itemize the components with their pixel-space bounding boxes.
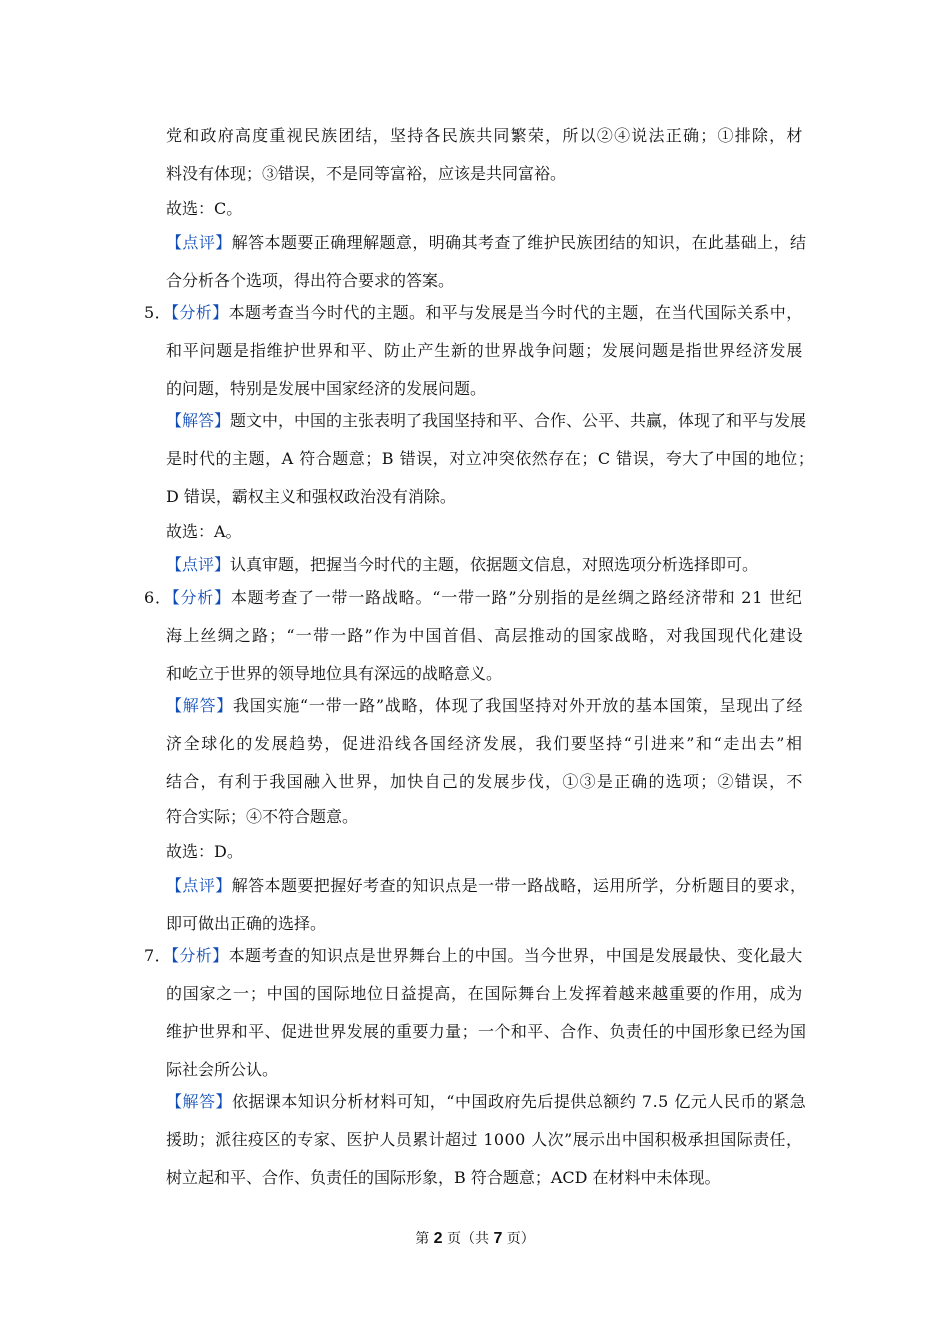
line-text: 料没有体现；③错误，不是同等富裕，应该是共同富裕。 [166,164,567,183]
section-tag: 【分析】 [171,588,231,607]
line-text: 本题考查当今时代的主题。和平与发展是当今时代的主题，在当代国际关系中， [228,303,803,322]
line-text: 我国实施“一带一路”战略，体现了我国坚持对外开放的基本国策，呈现出了经 [232,696,804,715]
text-line [166,771,806,793]
text-line [166,448,814,470]
section-tag: 【点评】 [166,876,232,895]
line-text: 合分析各个选项，得出符合要求的答案。 [166,271,455,290]
text-line [166,1091,806,1113]
text-line [166,198,930,220]
line-text: 本题考查的知识点是世界舞台上的中国。当今世界，中国是发展最快、变化最大 [228,946,803,965]
text-line [166,521,930,543]
line-text: 维护世界和平、促进世界发展的重要力量；一个和平、合作、负责任的中国形象已经为国 [166,1022,807,1041]
line-text: 7． [144,946,171,965]
section-tag: 【点评】 [166,555,231,574]
line-text: 树立起和平、合作、负责任的国际形象，B 符合题意；ACD 在材料中未体现。 [166,1168,721,1187]
text-line [166,695,806,717]
text-line [166,270,930,292]
text-line [144,302,806,324]
line-text: 故选：D。 [166,842,243,861]
total-page-count: 7 [493,1230,503,1247]
section-tag: 【分析】 [170,946,229,965]
text-line [166,410,806,432]
text-line [166,913,930,935]
text-line [166,232,806,254]
line-text: 和屹立于世界的领导地位具有深远的战略意义。 [166,664,503,683]
text-line [166,875,806,897]
line-text: 解答本题要把握好考查的知识点是一带一路战略，运用所学，分析题目的要求， [231,876,807,895]
footer-middle: 页（共 [442,1231,494,1247]
text-line [166,625,806,647]
text-line [166,125,806,147]
text-line [166,1021,806,1043]
line-text: 际社会所公认。 [166,1060,279,1079]
line-text: 题文中，中国的主张表明了我国坚持和平、合作、公平、共赢，体现了和平与发展 [230,411,807,430]
line-text: 是时代的主题，A 符合题意；B 错误，对立冲突依然存在；C 错误，夸大了中国的地位； [166,449,815,468]
line-text: 即可做出正确的选择。 [166,914,327,933]
line-text: 的问题，特别是发展中国家经济的发展问题。 [166,379,487,398]
text-line [166,163,930,185]
section-tag: 【分析】 [170,303,229,322]
line-text: 符合实际；④不符合题意。 [166,807,359,826]
section-tag: 【解答】 [166,1092,232,1111]
line-text: 依据课本知识分析材料可知，“中国政府先后提供总额约 7.5 亿元人民币的紧急 [231,1092,807,1111]
text-line [166,733,806,755]
section-tag: 【点评】 [166,233,232,252]
text-line [166,1129,806,1151]
section-tag: 【解答】 [166,696,233,715]
line-text: 本题考查了一带一路战略。“一带一路”分别指的是丝绸之路经济带和 21 世纪 [230,588,803,607]
current-page-number: 2 [433,1230,443,1247]
line-text: D 错误，霸权主义和强权政治没有消除。 [166,487,456,506]
text-line [166,806,930,828]
line-text: 5． [144,303,171,322]
text-line [166,340,806,362]
line-text: 认真审题，把握当今时代的主题，依据题文信息，对照选项分析选择即可。 [230,555,759,574]
text-line [166,1167,930,1189]
text-line [166,983,806,1005]
text-line [166,554,930,576]
page-footer [0,1229,950,1249]
text-line [166,663,930,685]
section-tag: 【解答】 [166,411,231,430]
line-text: 海上丝绸之路；“一带一路”作为中国首倡、高层推动的国家战略，对我国现代化建设 [166,626,804,645]
line-text: 援助；派往疫区的专家、医护人员累计超过 1000 人次”展示出中国积极承担国际责任， [166,1130,803,1149]
footer-prefix: 第 [415,1231,434,1247]
line-text: 的国家之一；中国的国际地位日益提高，在国际舞台上发挥着越来越重要的作用，成为 [166,984,804,1003]
line-text: 故选：C。 [166,199,243,218]
line-text: 故选：A。 [166,522,242,541]
text-line [166,1059,930,1081]
line-text: 济全球化的发展趋势，促进沿线各国经济发展，我们要坚持“引进来”和“走出去”相 [166,734,804,753]
footer-suffix: 页） [502,1231,535,1247]
text-line [166,486,930,508]
line-text: 和平问题是指维护世界和平、防止产生新的世界战争问题；发展问题是指世界经济发展 [166,341,804,360]
text-line [166,378,930,400]
line-text: 6． [144,588,172,607]
text-line [144,587,806,609]
line-text: 解答本题要正确理解题意，明确其考查了维护民族团结的知识，在此基础上，结 [231,233,807,252]
line-text: 党和政府高度重视民族团结，坚持各民族共同繁荣，所以②④说法正确；①排除，材 [166,126,804,145]
line-text: 结合，有利于我国融入世界，加快自己的发展步伐，①③是正确的选项；②错误，不 [166,772,804,791]
text-line [144,945,806,967]
text-line [166,841,930,863]
